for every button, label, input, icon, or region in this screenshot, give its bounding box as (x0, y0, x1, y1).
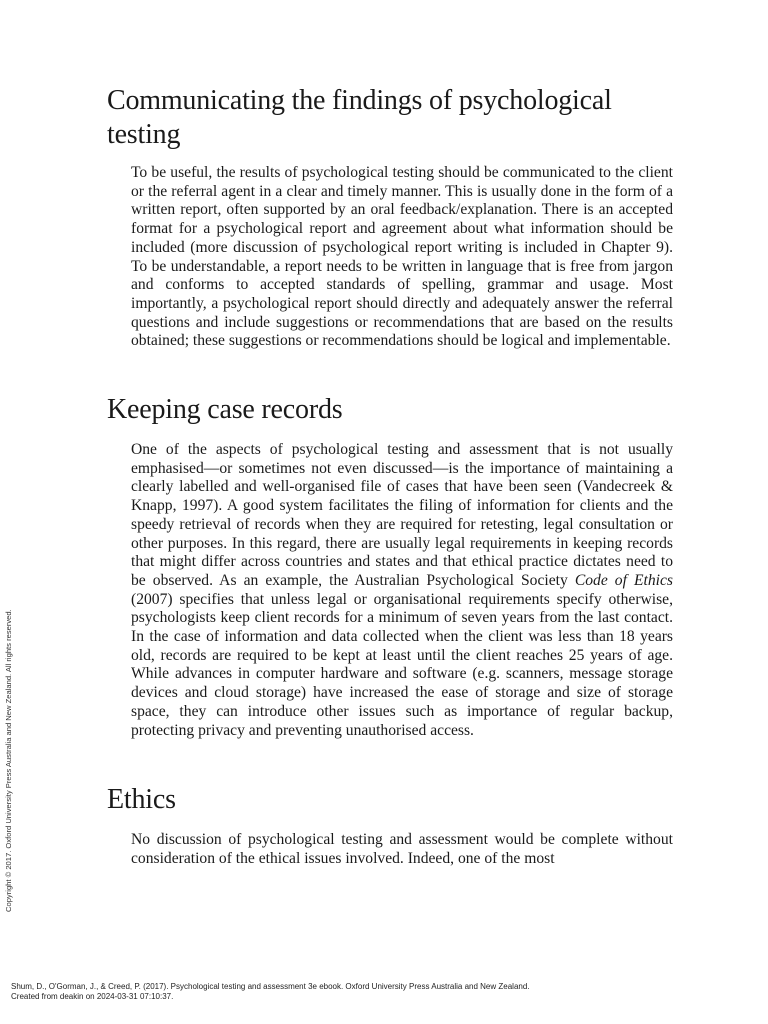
section-paragraph-communicating: To be useful, the results of psychological testing should be communicated to the client or the referral agent in a clear and timely manner. This is usually done in the form of a written report, often supported by an oral feedback/explanation. There is an accepted format for a psychological report and agreement about what information should be included (more discussion of psychological report writing is included in Chapter 9). To be understandable, a report needs to be written in language that is free from jargon and conforms to accepted standards of spelling, grammar and usage. Most importantly, a psychological report should directly and adequately answer the referral questions and include suggestions or recommendations that are based on the results obtained; these suggestions or recommendations should be logical and implementable. (131, 164, 673, 350)
footer (11, 982, 530, 1001)
section-heading-communicating: Communicating the findings of psychological testing (107, 85, 612, 150)
section-heading-ethics: Ethics (107, 784, 176, 815)
paragraph-text-part: One of the aspects of psychological testing and assessment that is not usually emphasised—or sometimes not even discussed—is the importance of maintaining a clearly labelled and well-organised file of cases that have been seen (Vandecreek & Knapp, 1997). A good system facilitates the filing of information for clients and the speedy retrieval of records when they are required for retesting, legal consultation or other purposes. In this regard, there are usually legal requirements in keeping records that might differ across countries and states and that ethical practice dictates need to be observed. As an example, the Australian Psychological Society (131, 441, 673, 589)
footer-created: Created from deakin on 2024-03-31 07:10:37. (11, 991, 174, 1001)
code-of-ethics-title: Code of Ethics (574, 571, 673, 589)
paragraph-text-part: (2007) specifies that unless legal or organisational requirements specify otherwise, psychologists keep client records for a minimum of seven years from the last contact. In the case of information and data collected when the client was less than 18 years old, records are required to be kept at least until the client reaches 25 years of age. While advances in computer hardware and software (e.g. scanners, message storage devices and cloud storage) have increased the ease of storage and size of storage space, they can introduce other issues such as importance of regular backup, protecting privacy and preventing unauthorised access. (131, 590, 673, 739)
section-paragraph-ethics: No discussion of psychological testing and assessment would be complete without consideration of the ethical issues involved. Indeed, one of the most (131, 831, 673, 867)
side-copyright-notice: Copyright © 2017. Oxford University Press Australia and New Zealand. All rights reserved. (4, 609, 13, 912)
section-paragraph-case-records (131, 441, 673, 740)
section-heading-case-records: Keeping case records (107, 394, 343, 425)
footer-citation: Shum, D., O'Gorman, J., & Creed, P. (2017). Psychological testing and assessment 3e ebook. Oxford University Press Australia and New Zealand. (11, 982, 530, 991)
